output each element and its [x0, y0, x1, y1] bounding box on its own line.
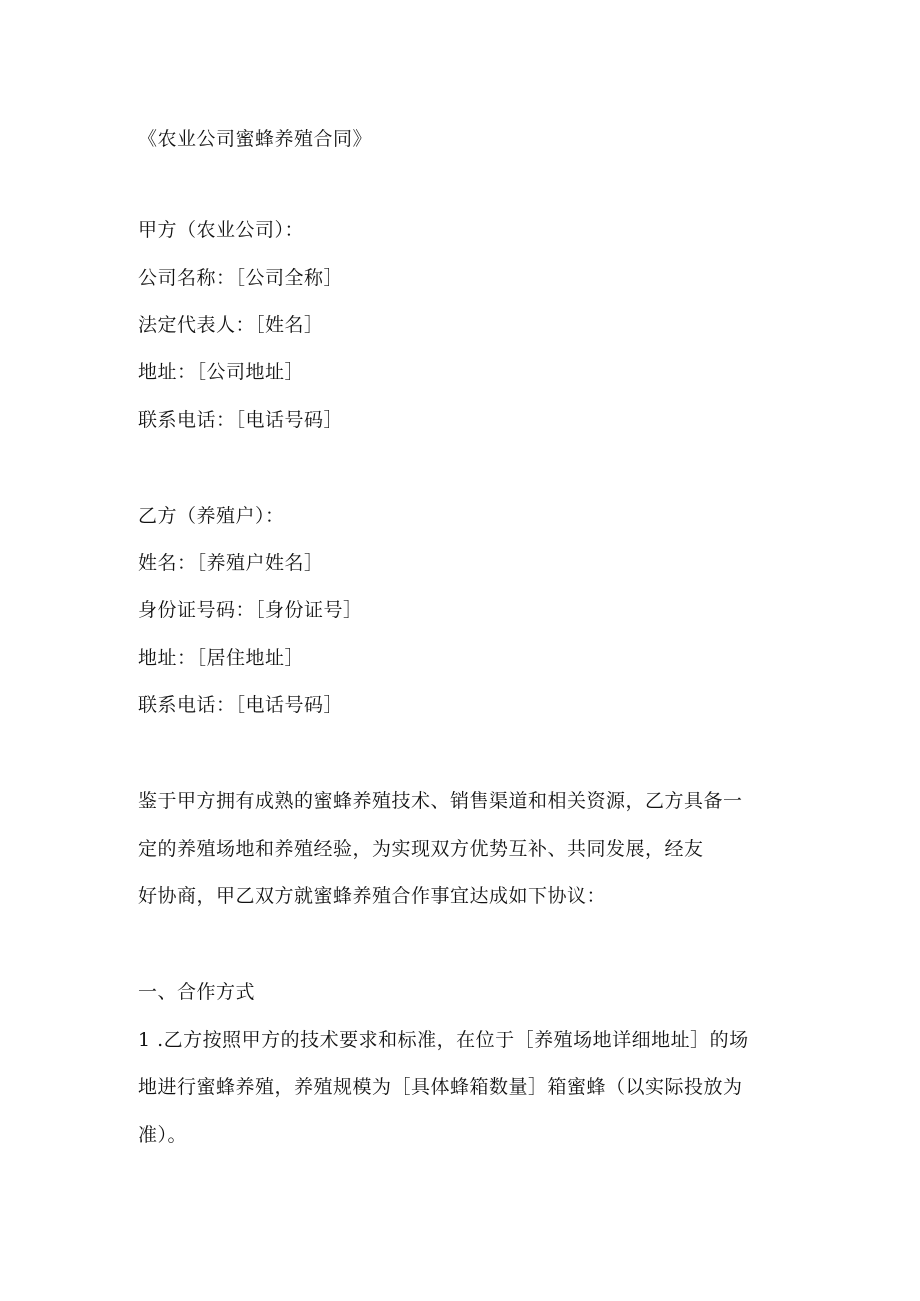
party-a-phone: 联系电话：［电话号码］: [138, 409, 344, 431]
party-b-heading: 乙方（养殖户）：: [138, 505, 285, 527]
party-b-id-number: 身份证号码：［身份证号］: [138, 599, 363, 621]
document-title: 《农业公司蜜蜂养殖合同》: [138, 128, 373, 150]
party-b-phone: 联系电话：［电话号码］: [138, 694, 344, 716]
preamble-line-2: 定的养殖场地和养殖经验，为实现双方优势互补、共同发展，经友: [138, 838, 704, 860]
preamble-line-1: 鉴于甲方拥有成熟的蜜蜂养殖技术、销售渠道和相关资源，乙方具备一: [138, 790, 743, 812]
clause-1-line-1: 1 .乙方按照甲方的技术要求和标准，在位于［养殖场地详细地址］的场: [138, 1029, 749, 1051]
party-b-name: 姓名：［养殖户姓名］: [138, 552, 324, 574]
clause-1-line-3: 准）。: [138, 1124, 188, 1146]
clause-1-line-2: 地进行蜜蜂养殖，养殖规模为［具体蜂箱数量］箱蜜蜂（以实际投放为: [138, 1076, 743, 1098]
party-a-address: 地址：［公司地址］: [138, 361, 305, 383]
preamble-line-3: 好协商，甲乙双方就蜜蜂养殖合作事宜达成如下协议：: [138, 885, 607, 907]
party-a-legal-rep: 法定代表人：［姓名］: [138, 314, 324, 336]
party-b-address: 地址：［居住地址］: [138, 647, 305, 669]
party-a-heading: 甲方（农业公司）：: [138, 219, 305, 241]
section-1-heading: 一、合作方式: [138, 981, 256, 1003]
party-a-company-name: 公司名称：［公司全称］: [138, 267, 344, 289]
